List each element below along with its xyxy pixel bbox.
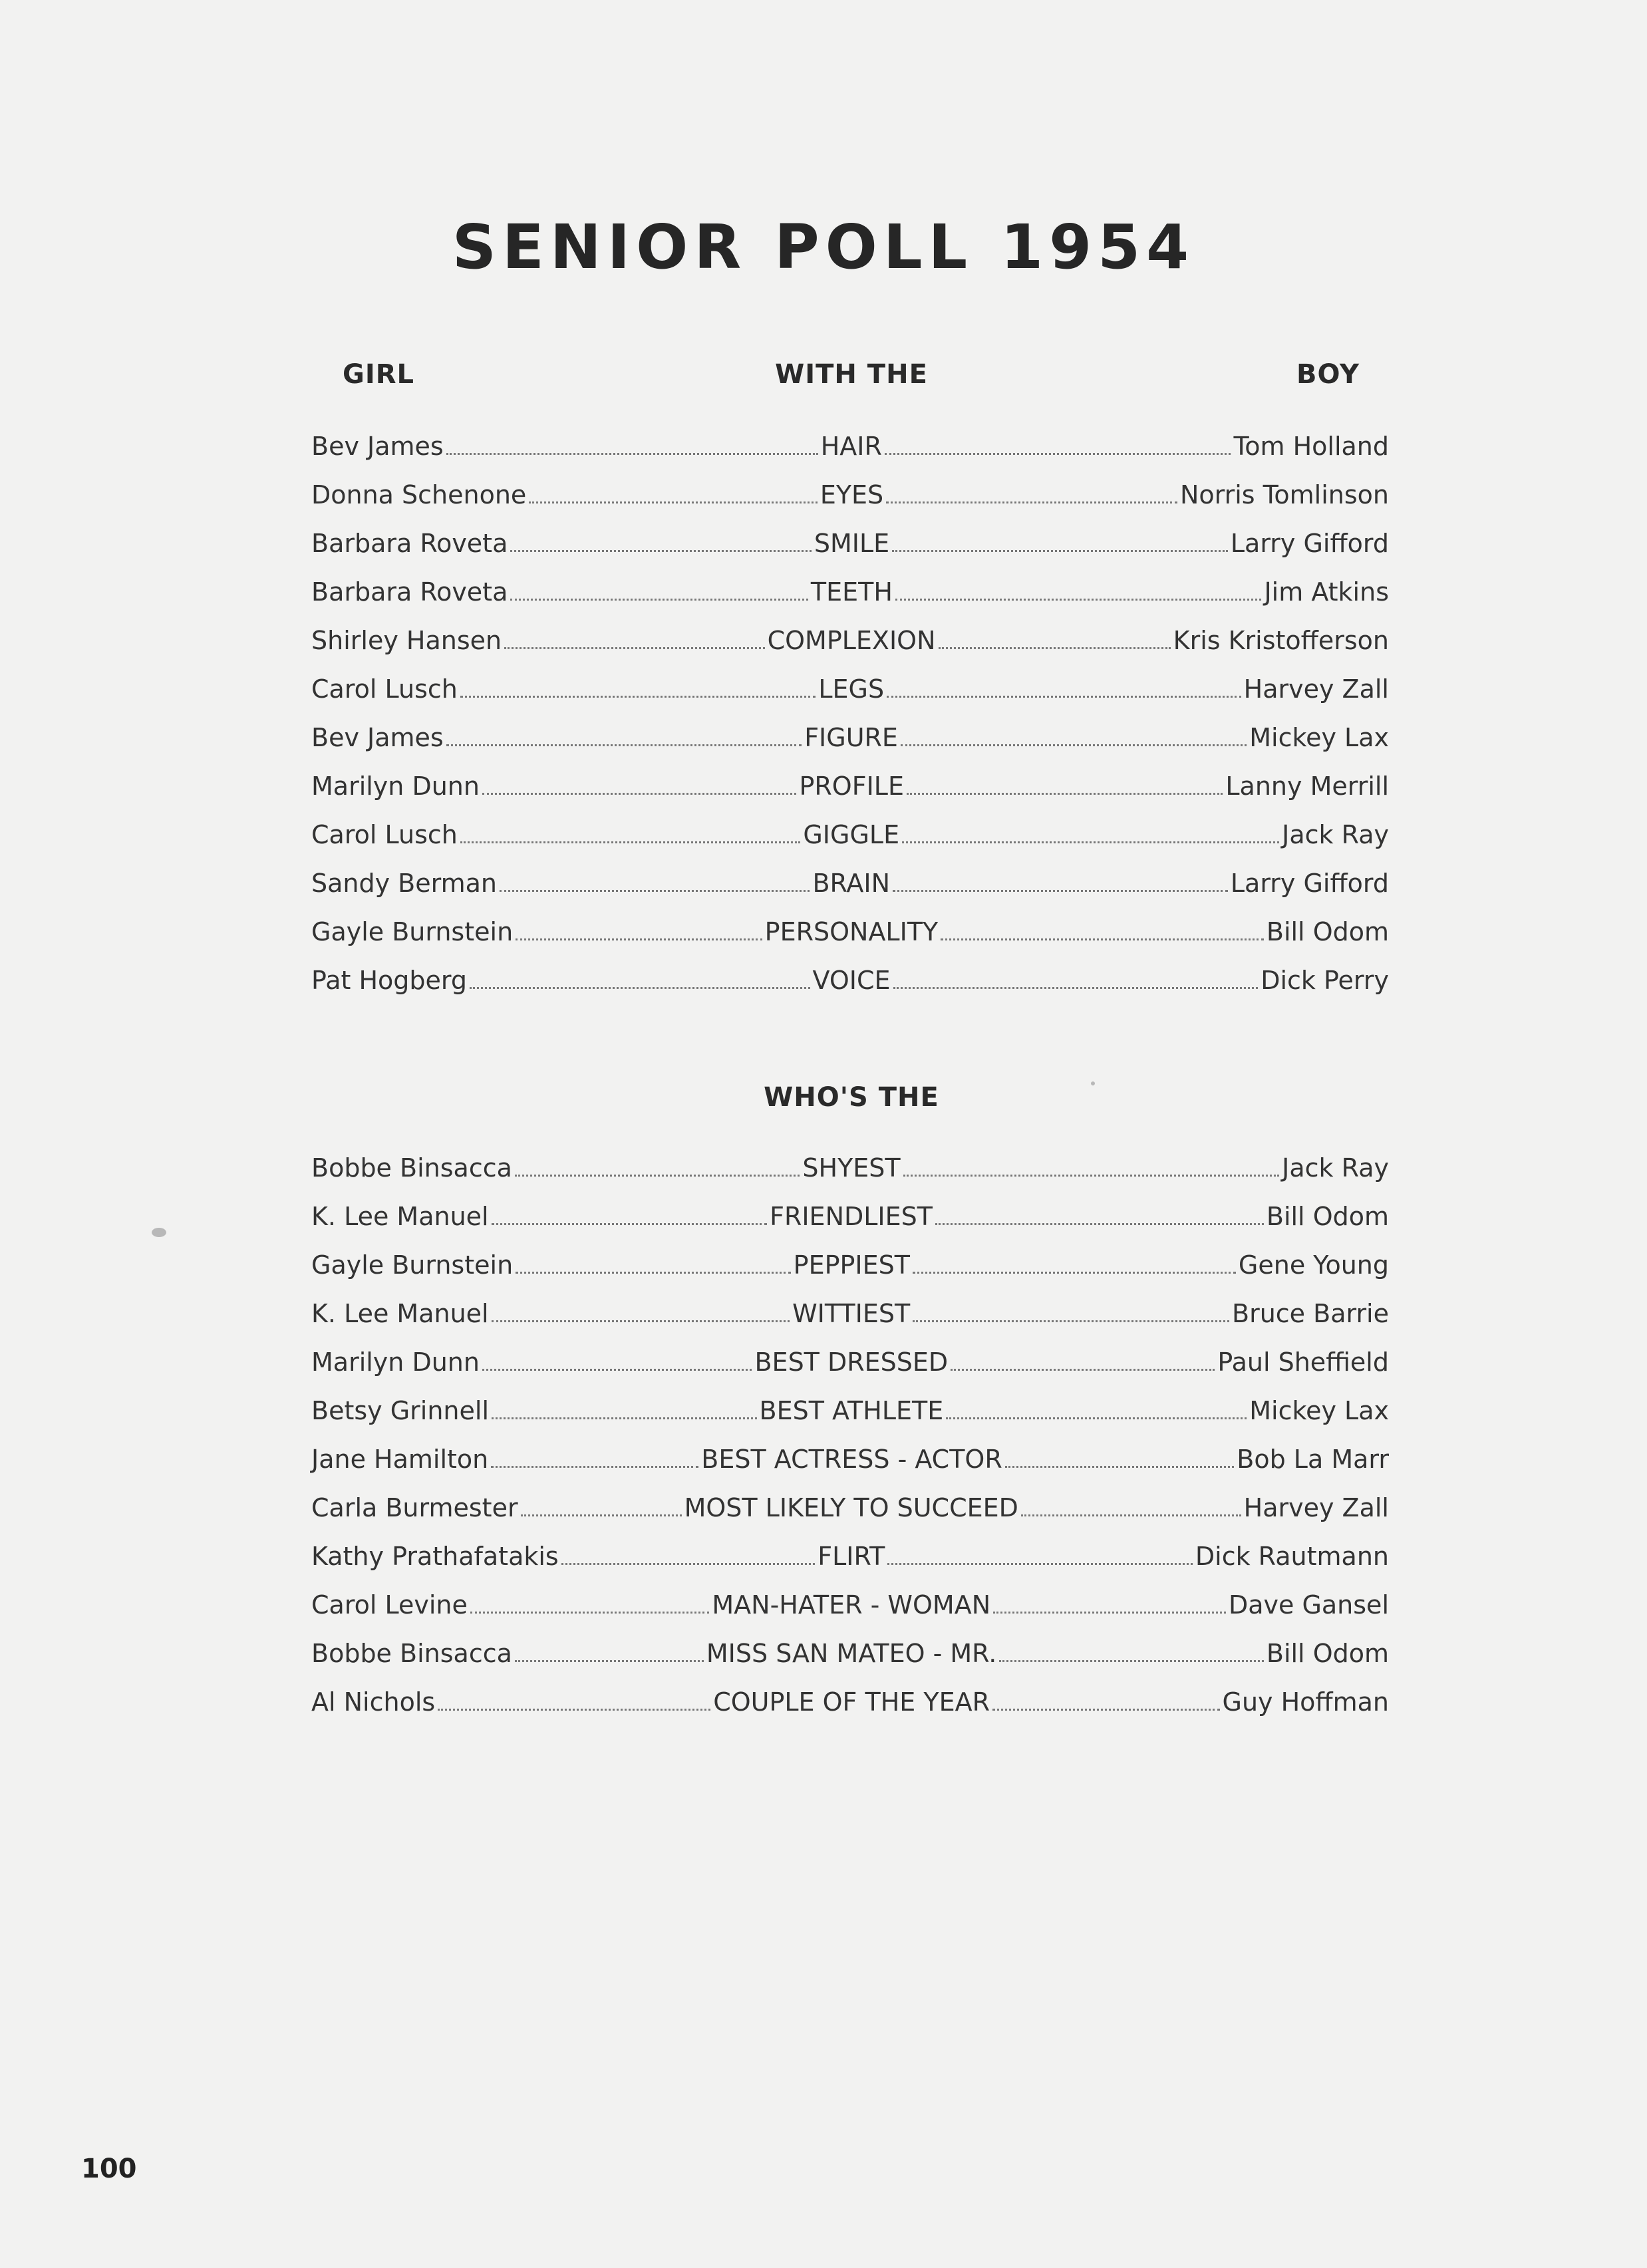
poll-category: PROFILE [799, 772, 904, 801]
poll-row [311, 908, 1389, 956]
girl-name: Donna Schenone [311, 480, 527, 509]
poll-row [311, 1241, 1389, 1290]
boy-name: Bruce Barrie [1232, 1299, 1389, 1328]
dot-leader [446, 744, 802, 746]
dot-leader [460, 841, 801, 843]
dot-leader [529, 501, 818, 503]
poll-row [311, 471, 1389, 519]
girl-name: Bev James [311, 723, 444, 752]
dot-leader [492, 1223, 768, 1225]
column-header-with-the: WITH THE [775, 359, 928, 390]
poll-category: MAN-HATER - WOMAN [712, 1590, 991, 1620]
poll-row [311, 1193, 1389, 1241]
dot-leader [1005, 1466, 1235, 1468]
boy-name: Dick Perry [1261, 966, 1389, 995]
dot-leader [887, 1563, 1193, 1565]
girl-name: K. Lee Manuel [311, 1299, 489, 1328]
poll-category: SMILE [814, 529, 890, 558]
poll-category: BEST DRESSED [754, 1347, 949, 1377]
poll-row [311, 665, 1389, 714]
dot-leader [893, 987, 1259, 989]
poll-row [311, 1290, 1389, 1338]
poll-row [311, 1484, 1389, 1532]
column-header-boy: BOY [1296, 359, 1360, 390]
dot-leader [993, 1612, 1226, 1614]
girl-name: Bobbe Binsacca [311, 1153, 512, 1183]
dot-leader [901, 744, 1247, 746]
poll-row [311, 811, 1389, 859]
boy-name: Lanny Merrill [1225, 772, 1389, 801]
girl-name: Marilyn Dunn [311, 772, 480, 801]
poll-category: WITTIEST [792, 1299, 911, 1328]
dot-leader [516, 938, 762, 940]
poll-category: BEST ACTRESS - ACTOR [701, 1445, 1002, 1474]
girl-name: Gayle Burnstein [311, 1250, 514, 1280]
boy-name: Jack Ray [1282, 820, 1389, 849]
girl-name: Al Nichols [311, 1687, 436, 1717]
poll-row [311, 1338, 1389, 1387]
scan-speck [152, 1228, 166, 1237]
dot-leader [946, 1417, 1247, 1419]
dot-leader [935, 1223, 1264, 1225]
poll-row [311, 1630, 1389, 1678]
girl-name: Marilyn Dunn [311, 1347, 480, 1377]
boy-name: Bill Odom [1266, 1202, 1389, 1231]
boy-name: Larry Gifford [1230, 529, 1389, 558]
boy-name: Gene Young [1238, 1250, 1389, 1280]
dot-leader [470, 987, 810, 989]
page-title: SENIOR POLL 1954 [452, 212, 1195, 283]
girl-name: Bev James [311, 432, 444, 461]
poll-row [311, 1581, 1389, 1630]
dot-leader [446, 453, 818, 455]
dot-leader [492, 1320, 790, 1322]
dot-leader [951, 1369, 1215, 1371]
girl-name: K. Lee Manuel [311, 1202, 489, 1231]
dot-leader [885, 453, 1231, 455]
boy-name: Norris Tomlinson [1179, 480, 1389, 509]
dot-leader [913, 1272, 1236, 1274]
column-header-girl: GIRL [343, 359, 415, 390]
dot-leader [515, 1660, 704, 1662]
boy-name: Dick Rautmann [1195, 1542, 1389, 1571]
poll-category: FLIRT [818, 1542, 885, 1571]
dot-leader [491, 1466, 698, 1468]
dot-leader [913, 1320, 1229, 1322]
girl-name: Jane Hamilton [311, 1445, 489, 1474]
dot-leader [482, 793, 797, 795]
dot-leader [470, 1612, 710, 1614]
girl-name: Kathy Prathafatakis [311, 1542, 559, 1571]
dot-leader [561, 1563, 816, 1565]
girl-name: Sandy Berman [311, 869, 497, 898]
poll-category: PEPPIEST [793, 1250, 910, 1280]
boy-name: Kris Kristofferson [1173, 626, 1389, 655]
section-header-whos-the: WHO'S THE [764, 1082, 939, 1113]
poll-category: EYES [820, 480, 884, 509]
girl-name: Shirley Hansen [311, 626, 502, 655]
boy-name: Mickey Lax [1249, 1396, 1389, 1425]
poll-row [311, 762, 1389, 811]
dot-leader [886, 501, 1177, 503]
dot-leader [510, 599, 808, 601]
boy-name: Dave Gansel [1228, 1590, 1389, 1620]
boy-name: Bob La Marr [1237, 1445, 1389, 1474]
page-number: 100 [81, 2154, 137, 2184]
poll-row [311, 1678, 1389, 1727]
dot-leader [1021, 1514, 1241, 1516]
poll-category: TEETH [810, 577, 893, 607]
poll-row [311, 1435, 1389, 1484]
poll-row [311, 1532, 1389, 1581]
dot-leader [500, 890, 810, 892]
boy-name: Harvey Zall [1243, 674, 1389, 704]
dot-leader [460, 696, 816, 698]
poll-category: MISS SAN MATEO - MR. [706, 1639, 997, 1668]
dot-leader [504, 647, 765, 649]
whos-the-list [311, 1144, 1389, 1727]
dot-leader [515, 1175, 800, 1177]
poll-row [311, 617, 1389, 665]
poll-category: VOICE [812, 966, 891, 995]
dot-leader [895, 599, 1262, 601]
dot-leader [941, 938, 1264, 940]
poll-row [311, 519, 1389, 568]
scan-speck [1091, 1081, 1095, 1085]
boy-name: Guy Hoffman [1222, 1687, 1389, 1717]
dot-leader [892, 550, 1228, 552]
poll-row [311, 568, 1389, 617]
girl-name: Carol Lusch [311, 674, 458, 704]
poll-category: BEST ATHLETE [759, 1396, 944, 1425]
girl-name: Barbara Roveta [311, 529, 508, 558]
poll-category: LEGS [818, 674, 885, 704]
dot-leader [510, 550, 812, 552]
dot-leader [521, 1514, 682, 1516]
boy-name: Jim Atkins [1264, 577, 1389, 607]
with-the-list [311, 422, 1389, 1005]
girl-name: Carol Lusch [311, 820, 458, 849]
girl-name: Carla Burmester [311, 1493, 518, 1522]
poll-row [311, 422, 1389, 471]
dot-leader [907, 793, 1223, 795]
boy-name: Mickey Lax [1249, 723, 1389, 752]
poll-category: PERSONALITY [764, 917, 939, 946]
dot-leader [999, 1660, 1264, 1662]
dot-leader [482, 1369, 752, 1371]
girl-name: Bobbe Binsacca [311, 1639, 512, 1668]
dot-leader [516, 1272, 791, 1274]
dot-leader [438, 1709, 710, 1711]
girl-name: Barbara Roveta [311, 577, 508, 607]
poll-category: COUPLE OF THE YEAR [713, 1687, 990, 1717]
boy-name: Harvey Zall [1243, 1493, 1389, 1522]
poll-category: HAIR [820, 432, 882, 461]
dot-leader [903, 1175, 1280, 1177]
dot-leader [992, 1709, 1220, 1711]
poll-category: FIGURE [804, 723, 898, 752]
poll-row [311, 1387, 1389, 1435]
dot-leader [939, 647, 1171, 649]
boy-name: Bill Odom [1266, 917, 1389, 946]
boy-name: Jack Ray [1282, 1153, 1389, 1183]
poll-row [311, 1144, 1389, 1193]
poll-row [311, 859, 1389, 908]
girl-name: Gayle Burnstein [311, 917, 514, 946]
dot-leader [887, 696, 1241, 698]
poll-row [311, 956, 1389, 1005]
poll-row [311, 714, 1389, 762]
poll-category: GIGGLE [803, 820, 900, 849]
poll-category: FRIENDLIEST [770, 1202, 933, 1231]
dot-leader [893, 890, 1228, 892]
boy-name: Larry Gifford [1230, 869, 1389, 898]
poll-category: MOST LIKELY TO SUCCEED [684, 1493, 1018, 1522]
boy-name: Tom Holland [1233, 432, 1389, 461]
boy-name: Bill Odom [1266, 1639, 1389, 1668]
girl-name: Pat Hogberg [311, 966, 467, 995]
dot-leader [902, 841, 1279, 843]
poll-category: COMPLEXION [767, 626, 936, 655]
girl-name: Betsy Grinnell [311, 1396, 490, 1425]
girl-name: Carol Levine [311, 1590, 468, 1620]
poll-category: BRAIN [812, 869, 891, 898]
dot-leader [492, 1417, 757, 1419]
poll-category: SHYEST [802, 1153, 901, 1183]
boy-name: Paul Sheffield [1217, 1347, 1389, 1377]
